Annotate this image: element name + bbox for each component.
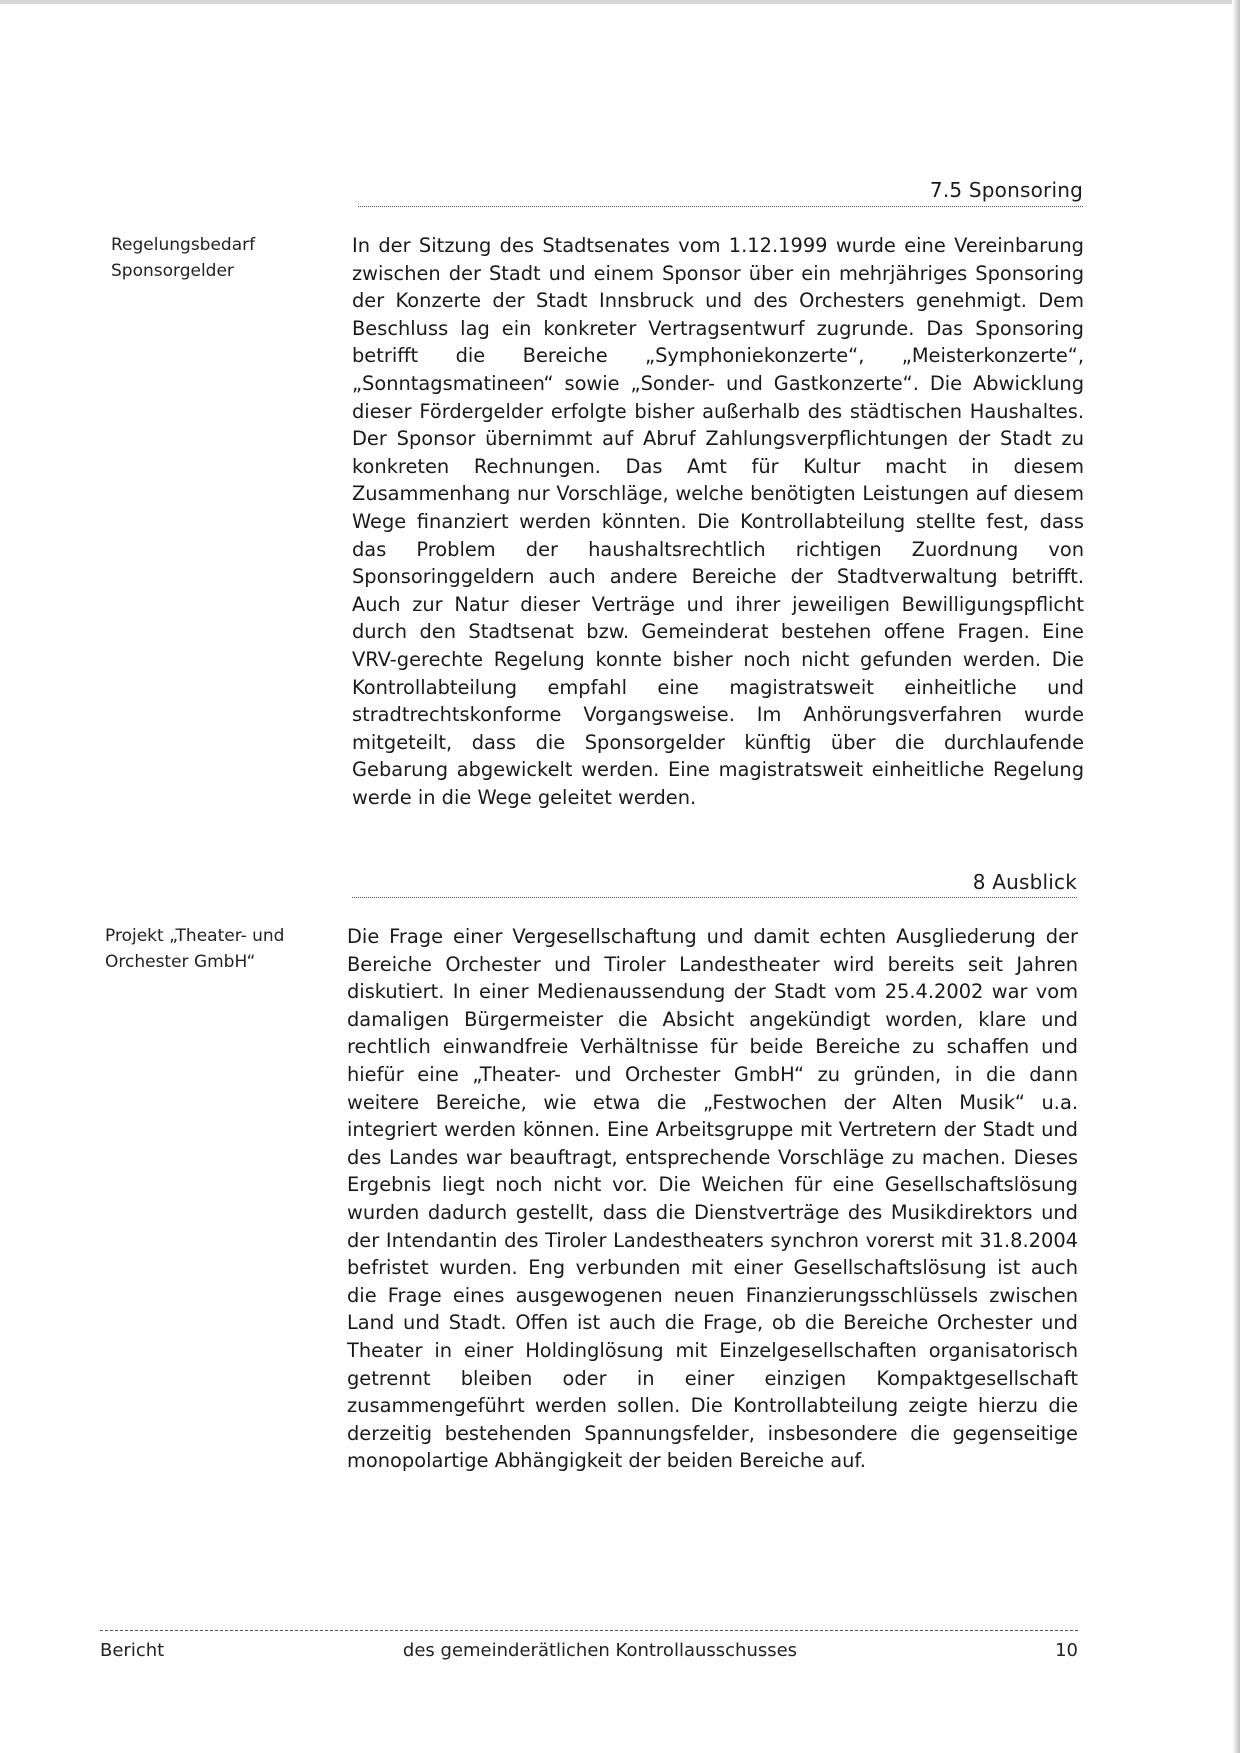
scan-edge-right — [1232, 0, 1240, 1753]
margin-note-sponsorgelder — [111, 232, 311, 284]
footer-left: Bericht — [100, 1640, 165, 1661]
section-heading-ausblick: 8 Ausblick — [972, 870, 1077, 894]
section-rule-ausblick — [352, 897, 1077, 898]
body-paragraph: Die Frage einer Vergesellschaftung und damit echten Ausgliederung der Bereiche Orchester und Tiroler Landestheater wird bereits seit Jahren diskutiert. In einer Medienaussendung der Stadt vom 25.4.2002 war vom damaligen Bürgermeister die Absicht angekündigt worden, klare und rechtlich einwandfreie Verhältnisse für beide Bereiche zu schaffen und hiefür eine „Theater- und Orchester GmbH“ zu gründen, in die dann weitere Bereiche, wie etwa die „Festwochen der Alten Musik“ u.a. integriert werden können. Eine Arbeitsgruppe mit Vertretern der Stadt und des Landes war beauftragt, entsprechende Vorschläge zu machen. Dieses Ergebnis liegt noch nicht vor. Die Weichen für eine Gesellschaftslösung wurden dadurch gestellt, dass die Dienstverträge des Musikdirektors und der Intendantin des Tiroler Landestheaters synchron vorerst mit 31.8.2004 befristet wurden. Eng verbunden mit einer Gesellschaftslösung ist auch die Frage eines ausgewogenen neuen Finanzierungsschlüssels zwischen Land und Stadt. Offen ist auch die Frage, ob die Bereiche Orchester und Theater in einer Holdinglösung mit Einzelgesellschaften organisatorisch getrennt bleiben oder in einer einzigen Kompaktgesellschaft zusammengeführt werden sollen. Die Kontrollabteilung zeigte hierzu die derzeitig bestehenden Spannungsfelder, insbesondere die gegenseitige monopolartige Abhängigkeit der beiden Bereiche auf. — [347, 925, 1078, 1473]
section-body-sponsoring — [352, 232, 1084, 811]
margin-note-line: Sponsorgelder — [111, 261, 234, 281]
body-paragraph: In der Sitzung des Stadtsenates vom 1.12.1999 wurde eine Vereinbarung zwischen der Stadt und einem Sponsor über ein mehrjähriges Sponsoring der Konzerte der Stadt Innsbruck und des Orchesters genehmigt. Dem Beschluss lag ein konkreter Vertragsentwurf zugrunde. Das Sponsoring betrifft die Bereiche „Symphoniekonzerte“, „Meisterkonzerte“, „Sonntagsmatineen“ sowie „Sonder- und Gastkonzerte“. Die Abwicklung dieser Fördergelder erfolgte bisher außerhalb des städtischen Haushaltes. Der Sponsor übernimmt auf Abruf Zahlungsverpflichtungen der Stadt zu konkreten Rechnungen. Das Amt für Kultur macht in diesem Zusammenhang nur Vorschläge, welche benötigten Leistungen auf diesem Wege finanziert werden könnten. Die Kontrollabteilung stellte fest, dass das Problem der haushaltsrechtlich richtigen Zuordnung von Sponsoringgeldern auch andere Bereiche der Stadtverwaltung betrifft. Auch zur Natur dieser Verträge und ihrer jeweiligen Bewilligungspflicht durch den Stadtsenat bzw. Gemeinderat bestehen offene Fragen. Eine VRV-gerechte Regelung konnte bisher noch nicht gefunden werden. Die Kontrollabteilung empfahl eine magistratsweit einheitliche und stradtrechtskonforme Vorgangsweise. Im Anhörungsverfahren wurde mitgeteilt, dass die Sponsorgelder künftig über die durchlaufende Gebarung abgewickelt werden. Eine magistratsweit einheitliche Regelung werde in die Wege geleitet werden. — [352, 234, 1084, 809]
margin-note-line: Orchester GmbH“ — [105, 952, 256, 972]
scan-edge-top — [0, 0, 1240, 4]
section-heading-sponsoring: 7.5 Sponsoring — [929, 178, 1083, 202]
margin-note-theater-gmbh — [105, 923, 325, 975]
section-body-ausblick — [347, 923, 1078, 1475]
margin-note-line: Regelungsbedarf — [111, 235, 256, 255]
page-number: 10 — [1055, 1640, 1078, 1661]
footer-center: des gemeinderätlichen Kontrollausschusses — [402, 1640, 798, 1661]
section-rule-sponsoring — [358, 206, 1083, 207]
margin-note-line: Projekt „Theater- und — [105, 926, 285, 946]
footer-rule — [100, 1630, 1078, 1631]
